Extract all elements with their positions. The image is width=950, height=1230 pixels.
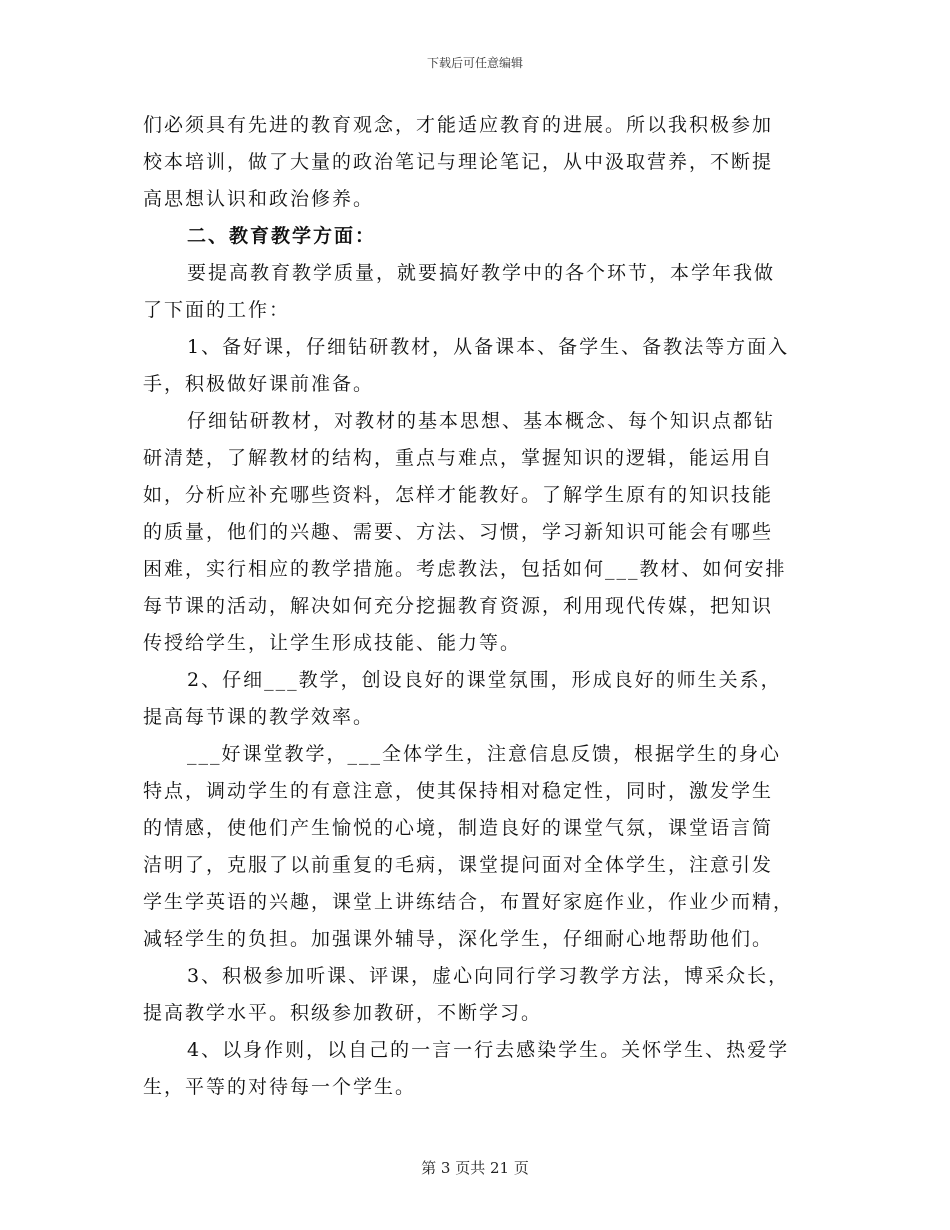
text-line: ___好课堂教学，___全体学生，注意信息反馈，根据学生的身心 <box>187 743 782 765</box>
page-header: 下载后可任意编辑 <box>426 56 523 70</box>
list-item-heading: 4、以身作则，以自己的一言一行去感染学生。关怀学生、热爱学 <box>187 1039 790 1061</box>
text-line: 校本培训，做了大量的政治笔记与理论笔记，从中汲取营养，不断提 <box>143 151 774 173</box>
text-line: 提高教学水平。积级参加教研，不断学习。 <box>143 1002 543 1024</box>
text-line: 提高每节课的教学效率。 <box>143 706 375 728</box>
list-item-heading: 2、仔细___教学，创设良好的课堂氛围，形成良好的师生关系， <box>187 669 782 691</box>
page-footer: 第 3 页共 21 页 <box>421 1159 529 1177</box>
list-item-heading: 3、积极参加听课、评课，虚心向同行学习教学方法，博采众长， <box>187 965 790 987</box>
list-item-heading: 1、备好课，仔细钻研教材，从备课本、备学生、备教法等方面入 <box>187 336 790 358</box>
text-line: 困难，实行相应的教学措施。考虑教法，包括如何___教材、如何安排 <box>143 558 787 580</box>
text-line: 每节课的活动，解决如何充分挖掘教育资源，利用现代传媒，把知识 <box>143 595 774 617</box>
text-line: 研清楚，了解教材的结构，重点与难点，掌握知识的逻辑，能运用自 <box>143 447 774 469</box>
text-line: 如，分析应补充哪些资料，怎样才能教好。了解学生原有的知识技能 <box>143 484 774 506</box>
text-line: 的质量，他们的兴趣、需要、方法、习惯，学习新知识可能会有哪些 <box>143 521 774 543</box>
text-line: 了下面的工作： <box>143 299 291 321</box>
document-body <box>143 107 807 1106</box>
text-line: 传授给学生，让学生形成技能、能力等。 <box>143 632 522 654</box>
text-line: 们必须具有先进的教育观念，才能适应教育的进展。所以我积极参加 <box>143 114 774 136</box>
text-line: 手，积极做好课前准备。 <box>143 373 375 395</box>
text-line: 学生学英语的兴趣，课堂上讲练结合，布置好家庭作业，作业少而精， <box>143 891 795 913</box>
section-heading: 二、教育教学方面： <box>187 225 377 247</box>
text-line: 生，平等的对待每一个学生。 <box>143 1076 417 1098</box>
text-line: 减轻学生的负担。加强课外辅导，深化学生，仔细耐心地帮助他们。 <box>143 928 774 950</box>
text-line: 的情感，使他们产生愉悦的心境，制造良好的课堂气氛，课堂语言简 <box>143 817 774 839</box>
text-line: 仔细钻研教材，对教材的基本思想、基本概念、每个知识点都钻 <box>187 410 776 432</box>
text-line: 洁明了，克服了以前重复的毛病，课堂提问面对全体学生，注意引发 <box>143 854 774 876</box>
text-line: 特点，调动学生的有意注意，使其保持相对稳定性，同时，激发学生 <box>143 780 774 802</box>
text-line: 要提高教育教学质量，就要搞好教学中的各个环节，本学年我做 <box>187 262 776 284</box>
text-line: 高思想认识和政治修养。 <box>143 188 375 210</box>
